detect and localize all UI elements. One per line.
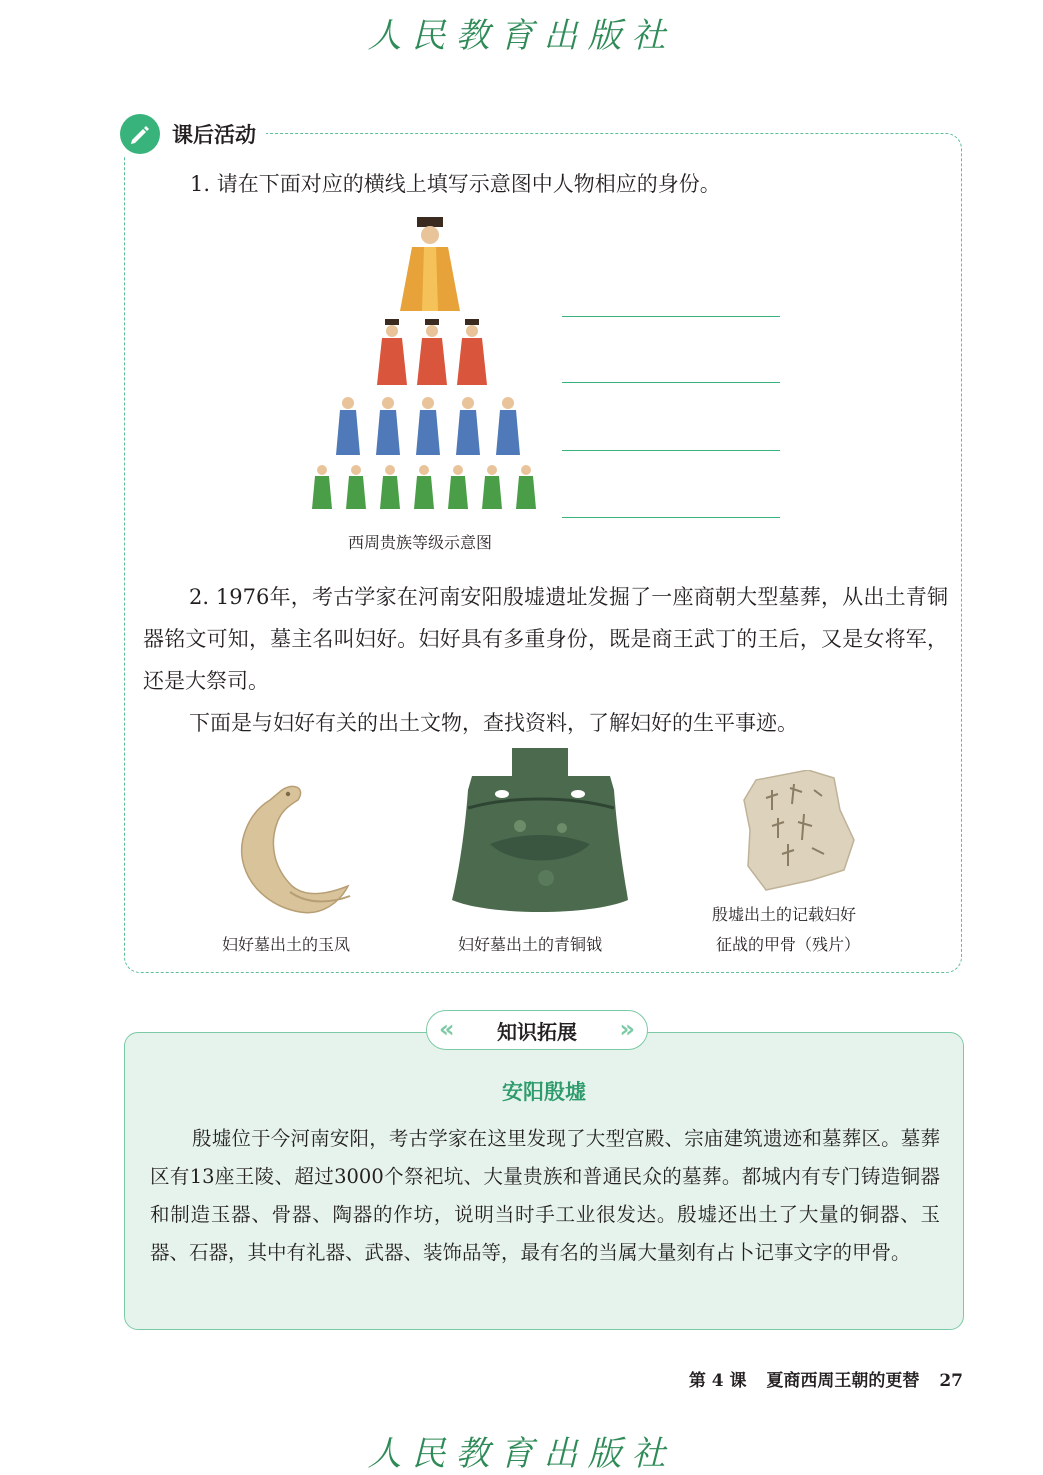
question-2-followup: 下面是与妇好有关的出土文物，查找资料，了解妇好的生平事迹。: [189, 711, 798, 735]
scholar-figures: [312, 465, 536, 509]
knowledge-tab: [426, 1010, 648, 1050]
answer-line-4[interactable]: [562, 517, 780, 518]
jade-phoenix-image: [230, 782, 355, 922]
knowledge-body: [150, 1120, 940, 1272]
publisher-logo-bottom: 人民教育出版社: [367, 1434, 676, 1474]
question-1: 1. 请在下面对应的横线上填写示意图中人物相应的身份。: [190, 172, 721, 196]
king-figure: [400, 217, 460, 311]
question-2-text: 2. 1976年，考古学家在河南安阳殷墟遗址发掘了一座商朝大型墓葬，从出土青铜器铭文可知，墓主名叫妇好。妇好具有多重身份，既是商王武丁的王后，又是女将军，还是大祭司。: [143, 585, 948, 693]
page-footer: [675, 1366, 963, 1391]
publisher-logo: 人民教育出版社: [367, 16, 676, 56]
page-number: 27: [939, 1371, 963, 1391]
answer-line-2[interactable]: [562, 382, 780, 383]
chevron-left-icon: «: [439, 1015, 455, 1043]
chevron-right-icon: »: [619, 1015, 635, 1043]
knowledge-body-text: 殷墟位于今河南安阳，考古学家在这里发现了大型宫殿、宗庙建筑遗迹和墓葬区。墓葬区有13座王陵、超过3000个祭祀坑、大量贵族和普通民众的墓葬。都城内有专门铸造铜器和制造玉器、骨器、陶器的作坊，说明当时手工业很发达。殷墟还出土了大量的铜器、玉器、石器，其中有礼器、武器、装饰品等，最有名的当属大量刻有占卜记事文字的甲骨。: [150, 1127, 940, 1264]
oracle-bone-caption-line1: 殷墟出土的记载妇好: [712, 905, 857, 924]
bronze-axe-caption: 妇好墓出土的青铜钺: [458, 935, 603, 954]
answer-line-1[interactable]: [562, 316, 780, 317]
answer-line-3[interactable]: [562, 450, 780, 451]
pencil-icon: [120, 114, 160, 154]
jade-phoenix-caption: 妇好墓出土的玉凤: [222, 935, 351, 954]
lesson-title: 夏商西周王朝的更替: [766, 1371, 920, 1391]
nobility-pyramid-illustration: [300, 215, 560, 515]
activity-title: 课后活动: [172, 123, 256, 147]
oracle-bone-caption-line2: 征战的甲骨（残片）: [716, 935, 861, 954]
question-2: [143, 576, 948, 744]
feudal-lord-figures: [377, 319, 487, 385]
minister-figures: [336, 397, 520, 455]
activity-header: [120, 112, 266, 156]
knowledge-tab-title: 知识拓展: [497, 1019, 577, 1044]
bronze-axe-image: [450, 748, 630, 916]
oracle-bone-image: [742, 770, 857, 892]
pyramid-caption: 西周贵族等级示意图: [348, 533, 493, 552]
knowledge-heading: 安阳殷墟: [502, 1080, 586, 1104]
lesson-number: 第 4 课: [688, 1371, 747, 1391]
